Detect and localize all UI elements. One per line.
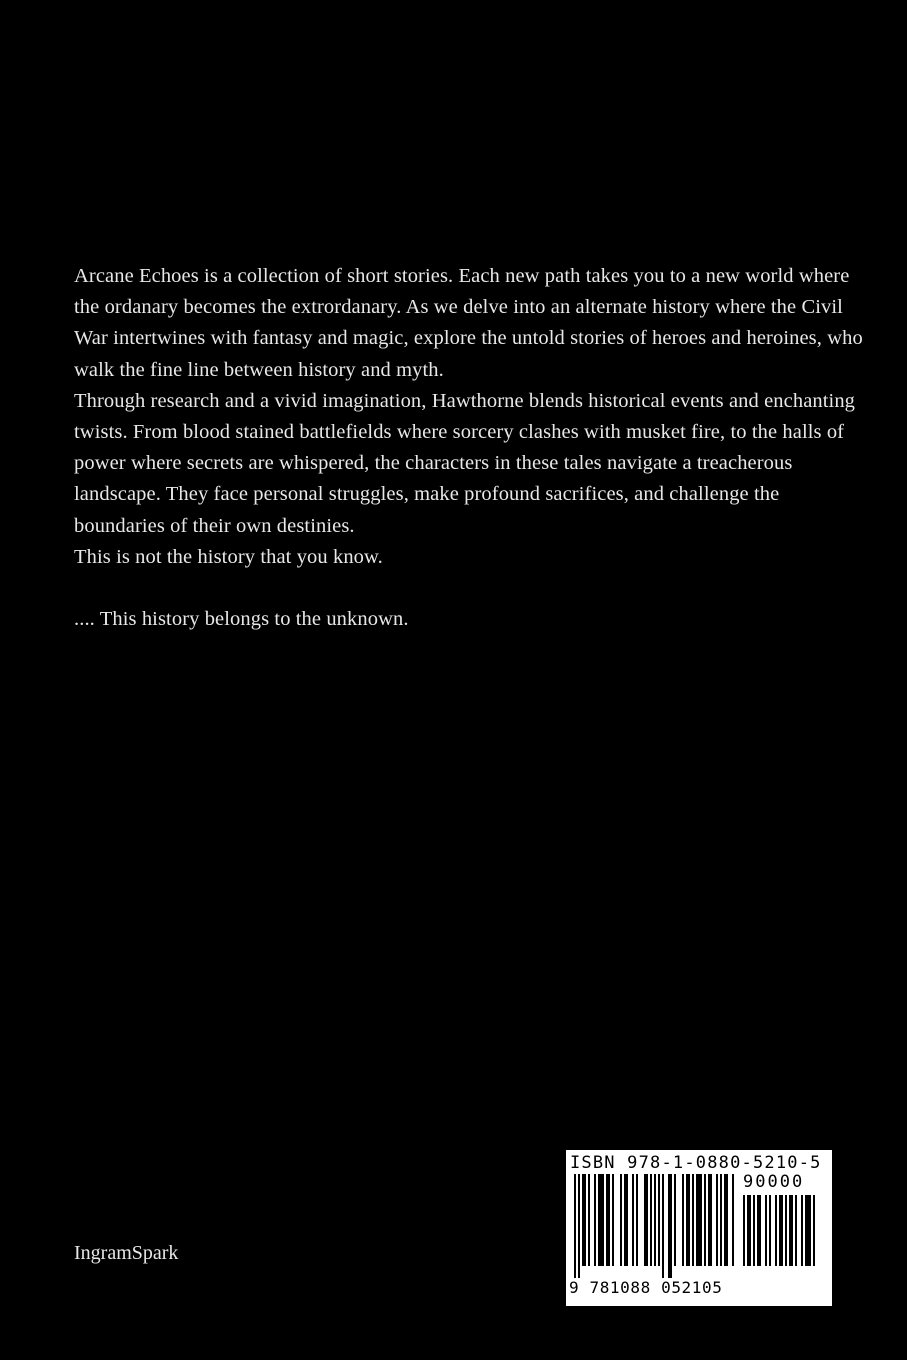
- barcode-bar: [686, 1174, 690, 1266]
- barcode-bar: [582, 1174, 586, 1266]
- isbn-number: ISBN 978-1-0880-5210-5: [570, 1153, 822, 1173]
- barcode-bar: [779, 1195, 783, 1266]
- barcode-bar: [704, 1174, 706, 1266]
- barcode-bar: [612, 1174, 614, 1266]
- barcode-bar: [696, 1174, 702, 1266]
- barcode-bar: [668, 1174, 672, 1278]
- barcode-bar: [716, 1174, 718, 1266]
- publisher-imprint: IngramSpark: [74, 1242, 179, 1264]
- barcode-bar: [769, 1195, 771, 1266]
- back-cover-blurb: [74, 261, 864, 635]
- blurb-paragraph-intro: Arcane Echoes is a collection of short stories. Each new path takes you to a new world where the ordanary becomes the extrordanary. As we delve into an alternate history where the Civil War intertwines with fantasy and magic, explore the untold stories of heroes and heroines, who walk the fine line between history and myth.: [74, 265, 863, 381]
- barcode-bar: [720, 1174, 722, 1266]
- barcode-bar: [785, 1195, 787, 1266]
- barcode-bar: [598, 1174, 604, 1266]
- barcode-bar: [650, 1174, 652, 1266]
- barcode-bar: [644, 1174, 648, 1266]
- barcode-bar: [624, 1174, 628, 1266]
- barcode-bar: [606, 1174, 610, 1266]
- barcode-bar: [732, 1174, 734, 1266]
- addon-barcode-bars: [743, 1195, 823, 1278]
- isbn-barcode: [566, 1150, 832, 1306]
- blurb-paragraph-description: Through research and a vivid imagination, Hawthorne blends historical events and enchanting twists. From blood stained battlefields where sorcery clashes with musket fire, to the halls of power where secrets are whispered, the characters in these tales navigate a treacherous landscape. They face personal struggles, make profound sacrifices, and challenge the boundaries of their own destinies.: [74, 389, 856, 537]
- price-addon-digits: 90000: [743, 1172, 805, 1192]
- barcode-bar: [588, 1174, 590, 1266]
- ean-digits: 9 781088 052105: [569, 1278, 723, 1297]
- ean-barcode-bars: [574, 1174, 740, 1278]
- barcode-bar: [813, 1195, 815, 1266]
- barcode-bar: [632, 1174, 634, 1266]
- barcode-bar: [674, 1174, 676, 1266]
- barcode-bar: [724, 1174, 728, 1266]
- barcode-bar: [594, 1174, 596, 1266]
- barcode-bar: [789, 1195, 793, 1266]
- barcode-bar: [765, 1195, 767, 1266]
- barcode-bar: [658, 1174, 660, 1266]
- barcode-bar: [757, 1195, 761, 1266]
- barcode-bar: [578, 1174, 580, 1278]
- barcode-bar: [795, 1195, 797, 1266]
- barcode-bar: [574, 1174, 576, 1278]
- barcode-bar: [801, 1195, 803, 1266]
- blurb-closing-line: .... This history belongs to the unknown.: [74, 608, 409, 631]
- barcode-bar: [747, 1195, 751, 1266]
- barcode-bar: [775, 1195, 777, 1266]
- barcode-bar: [654, 1174, 656, 1266]
- barcode-bar: [805, 1195, 811, 1266]
- barcode-bar: [692, 1174, 694, 1266]
- barcode-bar: [743, 1195, 745, 1266]
- barcode-bar: [682, 1174, 684, 1266]
- barcode-bar: [636, 1174, 638, 1266]
- barcode-bar: [708, 1174, 712, 1266]
- barcode-bar: [620, 1174, 622, 1266]
- barcode-bar: [662, 1174, 664, 1278]
- blurb-tagline: This is not the history that you know.: [74, 545, 383, 568]
- barcode-bar: [753, 1195, 755, 1266]
